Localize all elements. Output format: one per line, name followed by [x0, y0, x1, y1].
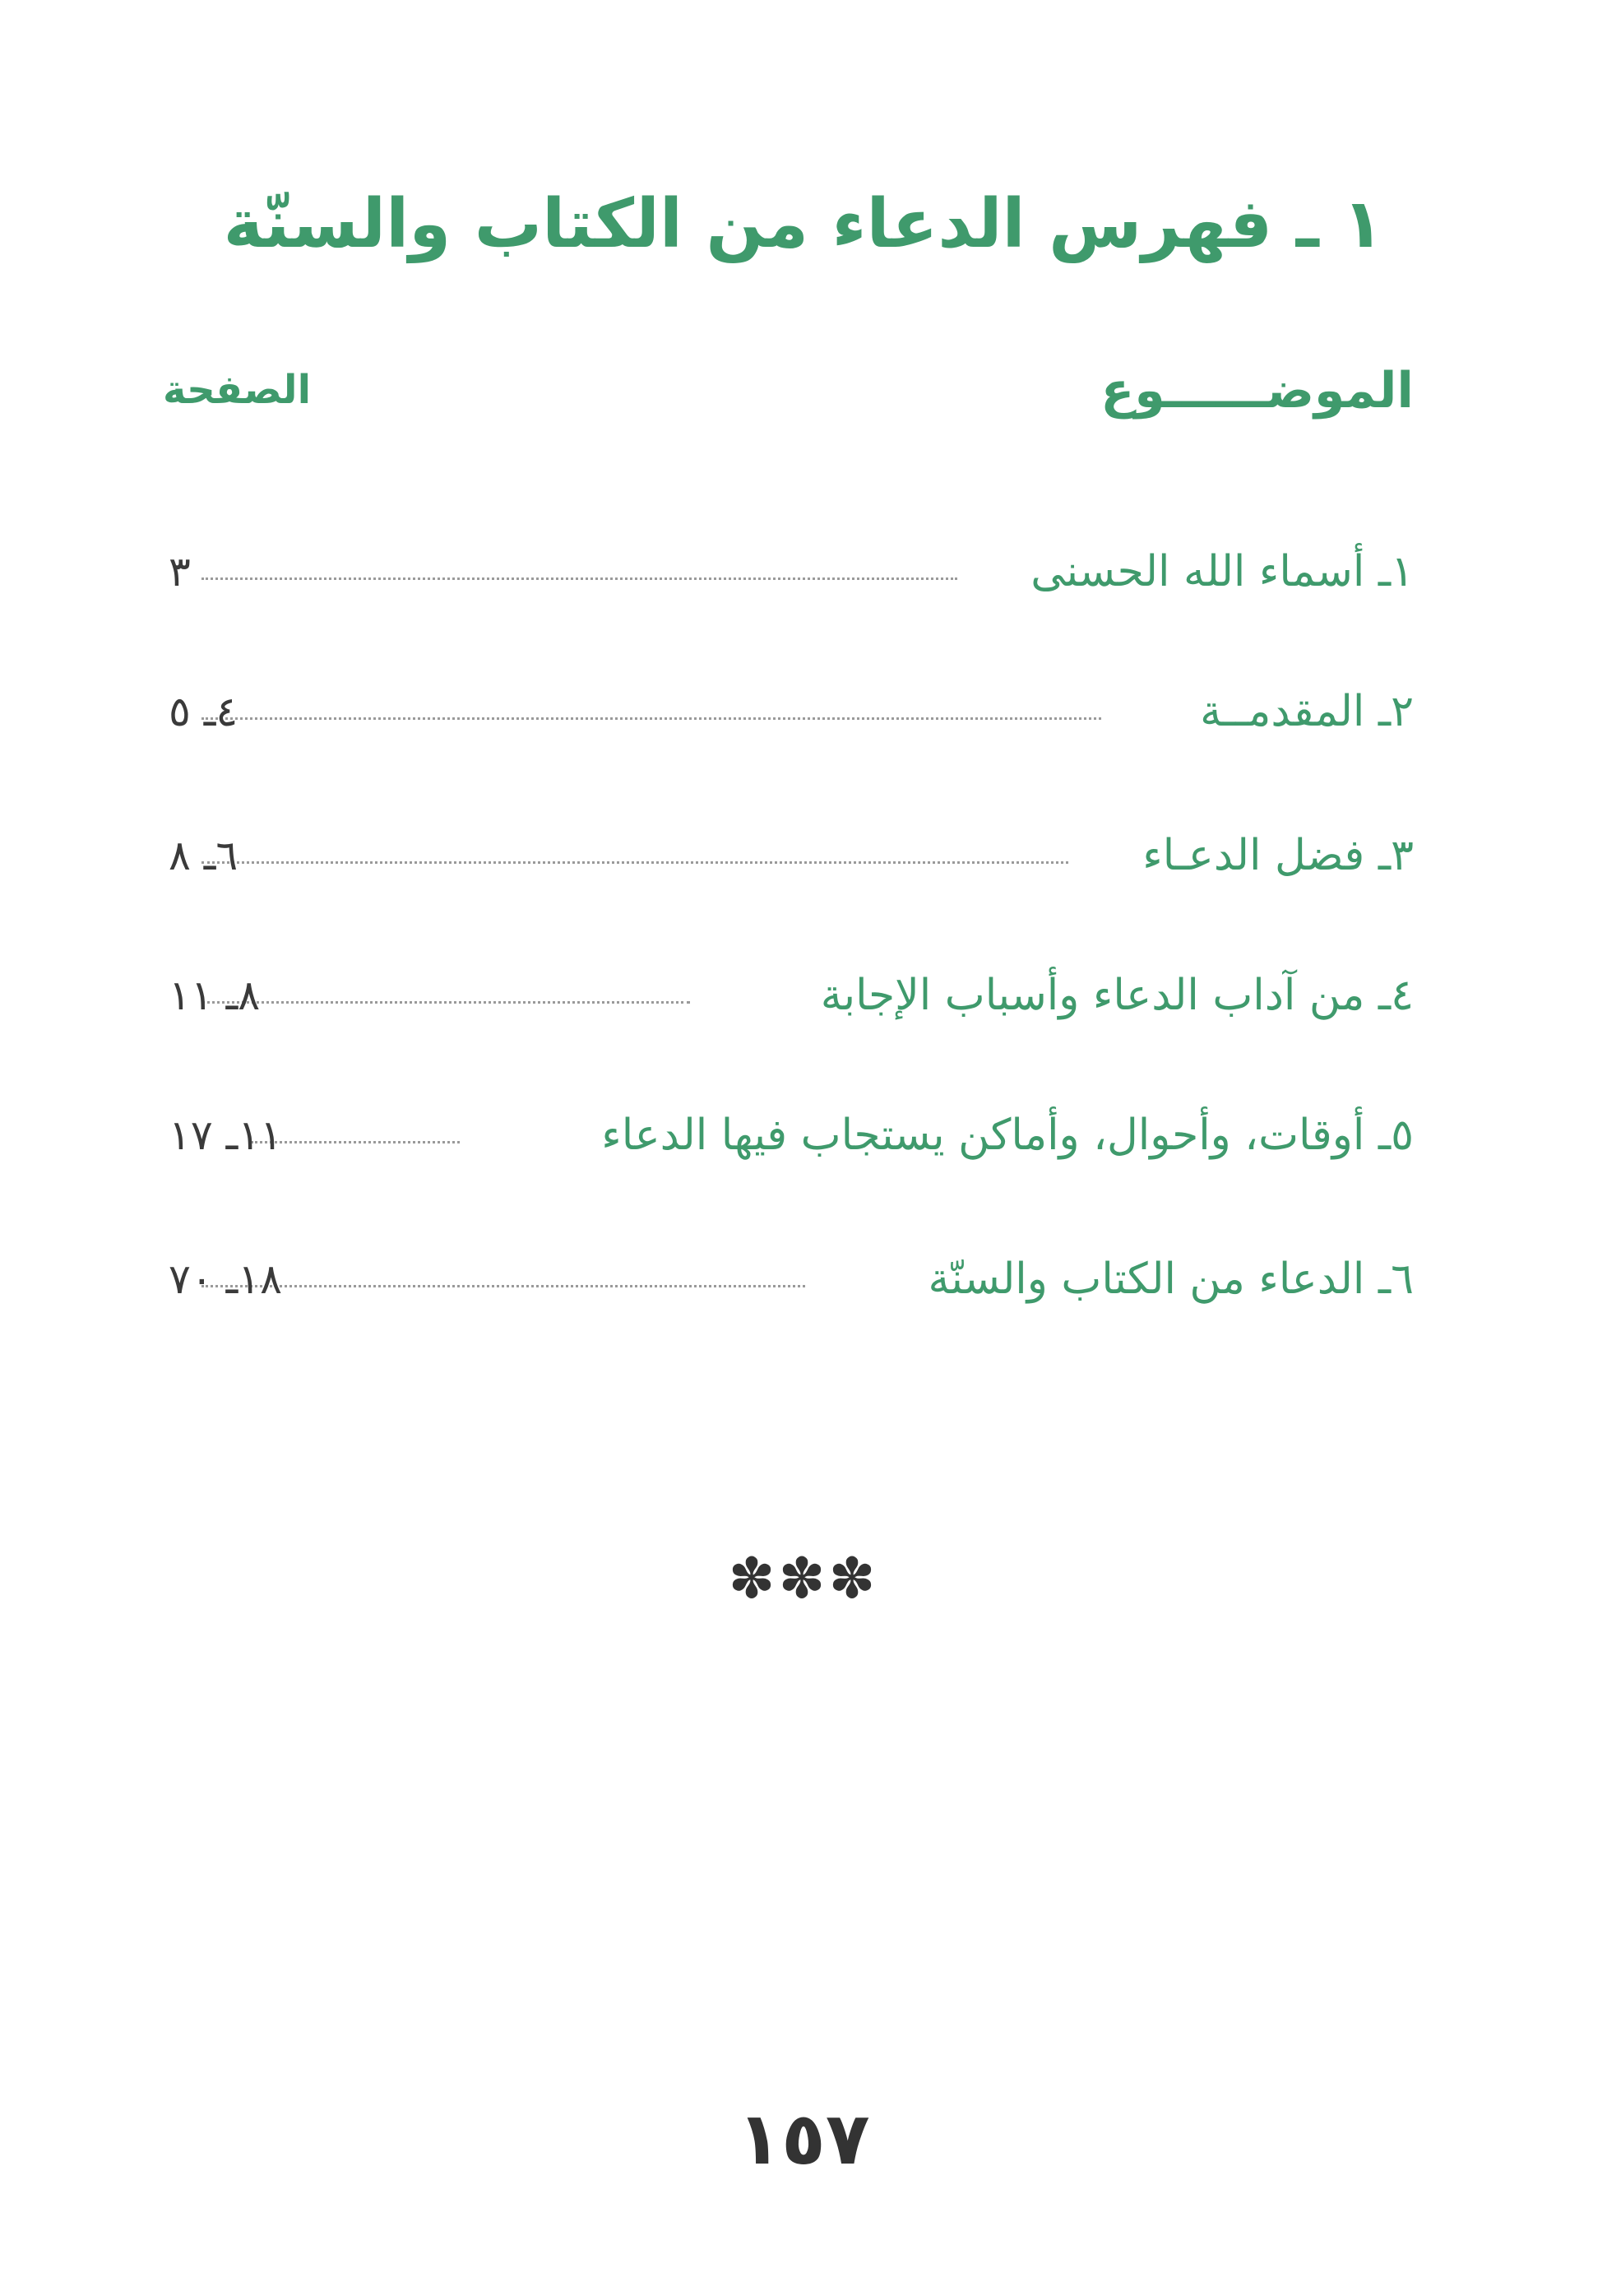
toc-entry-topic: ٢ـ المقدمــة [1200, 687, 1414, 736]
section-ornament: ✽✽✽ [728, 1547, 879, 1612]
page-title: ١ ـ فهرس الدعاء من الكتاب والسنّة [223, 185, 1384, 263]
toc-entry-topic: ٥ـ أوقات، وأحوال، وأماكن يستجاب فيها الدعاء [601, 1111, 1414, 1160]
dot-leader [201, 577, 957, 580]
page-number: ١٥٧ [737, 2096, 870, 2181]
toc-entry [169, 1242, 1414, 1324]
column-header-page: الصفحة [163, 367, 312, 413]
toc-entry-topic: ٤ـ من آداب الدعاء وأسباب الإجابة [820, 971, 1414, 1020]
toc-entry [169, 675, 1414, 757]
toc-entry-page: ١١ـ ١٧ [169, 1111, 282, 1159]
dot-leader [251, 1141, 460, 1143]
toc-entry-topic: ١ـ أسماء الله الحسنى [1030, 547, 1414, 596]
toc-entry-topic: ٦ـ الدعاء من الكتاب والسنّة [928, 1255, 1414, 1304]
toc-entry-page: ٤ـ ٥ [169, 688, 239, 735]
toc-entry [169, 958, 1414, 1041]
dot-leader [201, 1285, 805, 1287]
dot-leader [201, 861, 1068, 864]
dot-leader [201, 717, 1101, 720]
toc-entry [169, 535, 1414, 617]
toc-entry-page: ٦ـ ٨ [169, 832, 239, 879]
column-header-topic: الموضــــــوع [1100, 362, 1414, 420]
toc-entry-topic: ٣ـ فضل الدعـاء [1142, 831, 1414, 880]
toc-entry-page: ٨ـ ١١ [169, 972, 261, 1019]
toc-entry-page: ١٨ـ ٧٠ [169, 1255, 282, 1303]
toc-entry [169, 1098, 1414, 1180]
toc-entry-page: ٣ [169, 548, 191, 596]
toc-entry [169, 819, 1414, 901]
dot-leader [201, 1001, 690, 1004]
